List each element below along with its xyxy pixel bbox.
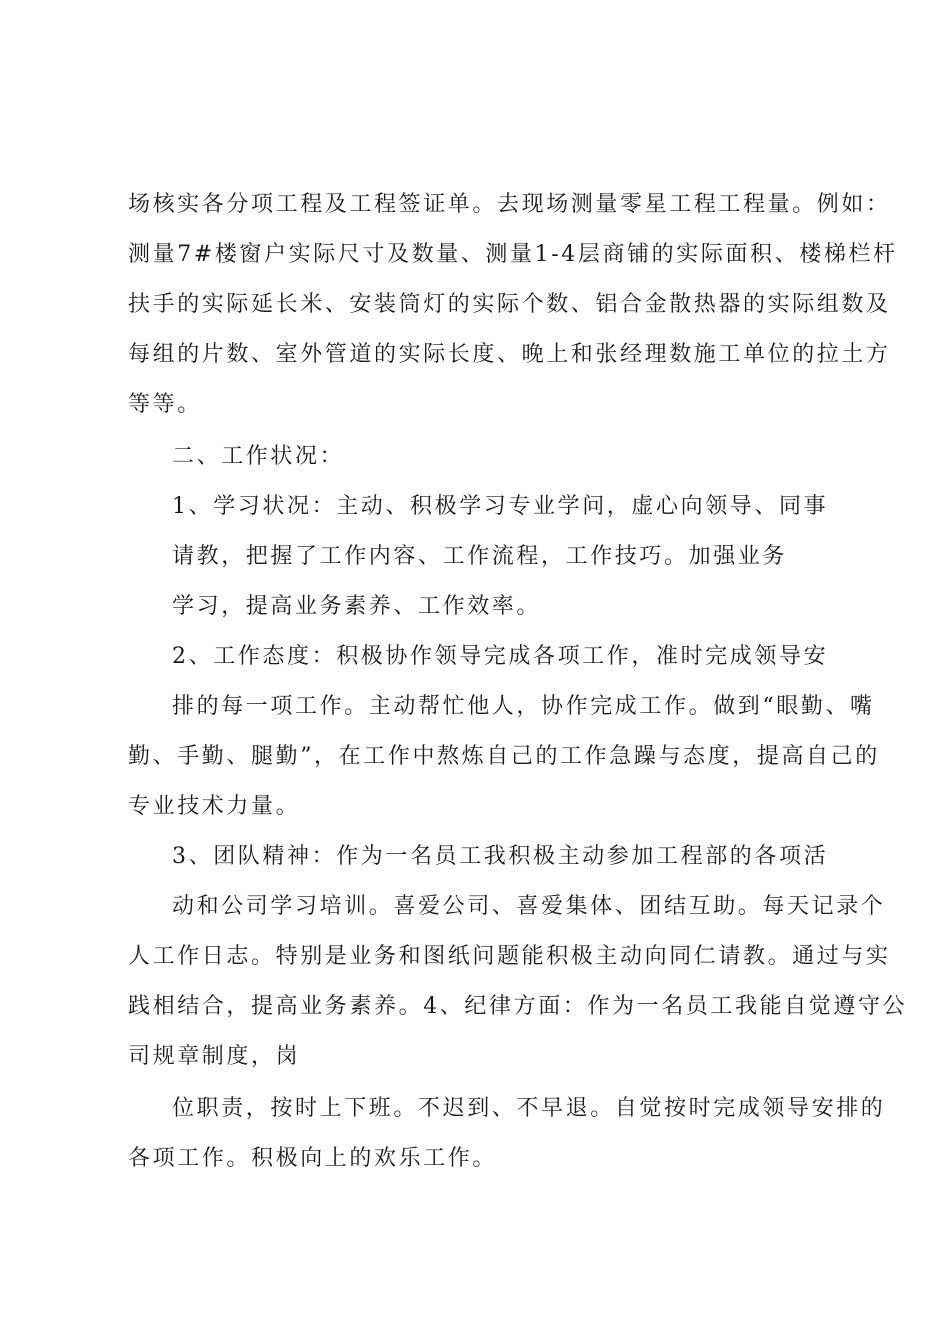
paragraph-line: 测量7#楼窗户实际尺寸及数量、测量1-4层商铺的实际面积、楼梯栏杆 xyxy=(128,242,898,267)
paragraph-line: 3、团队精神：作为一名员工我积极主动参加工程部的各项活 xyxy=(172,844,829,869)
paragraph-line: 践相结合，提高业务素养。4、纪律方面：作为一名员工我能自觉遵守公 xyxy=(128,994,908,1019)
paragraph-line: 勤、手勤、腿勤”，在工作中熬炼自己的工作急躁与态度，提高自己的 xyxy=(128,744,880,769)
paragraph-line: 每组的片数、室外管道的实际长度、晚上和张经理数施工单位的拉土方 xyxy=(128,342,891,367)
paragraph-line: 位职责，按时上下班。不迟到、不早退。自觉按时完成领导安排的 xyxy=(172,1096,886,1121)
paragraph-line: 各项工作。积极向上的欢乐工作。 xyxy=(128,1146,498,1171)
paragraph-line: 动和公司学习培训。喜爱公司、喜爱集体、团结互助。每天记录个 xyxy=(172,894,886,919)
paragraph-line: 2、工作态度：积极协作领导完成各项工作，准时完成领导安 xyxy=(172,644,829,669)
section-heading: 二、工作状况： xyxy=(172,444,345,469)
paragraph-line: 人工作日志。特别是业务和图纸问题能积极主动向同仁请教。通过与实 xyxy=(128,944,891,969)
paragraph-line: 司规章制度，岗 xyxy=(128,1044,301,1069)
paragraph-line: 等等。 xyxy=(128,392,202,417)
paragraph-line: 学习，提高业务素养、工作效率。 xyxy=(172,594,542,619)
paragraph-line: 请教，把握了工作内容、工作流程，工作技巧。加强业务 xyxy=(172,544,788,569)
paragraph-line: 排的每一项工作。主动帮忙他人，协作完成工作。做到“眼勤、嘴 xyxy=(172,694,875,719)
paragraph-line: 1、学习状况：主动、积极学习专业学问，虚心向领导、同事 xyxy=(172,494,829,519)
paragraph-line: 专业技术力量。 xyxy=(128,794,301,819)
paragraph-line: 扶手的实际延长米、安装筒灯的实际个数、铝合金散热器的实际组数及 xyxy=(128,292,891,317)
paragraph-line: 场核实各分项工程及工程签证单。去现场测量零星工程工程量。例如： xyxy=(128,192,891,217)
